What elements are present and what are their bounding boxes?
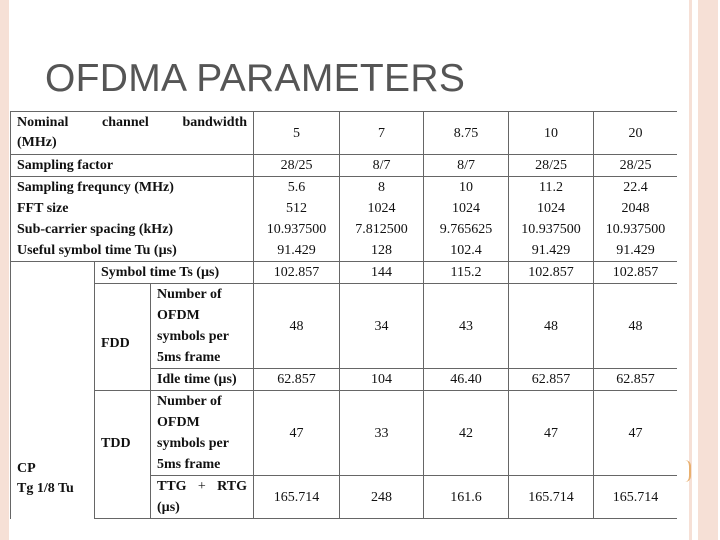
row-label: Sub-carrier spacing (kHz)	[17, 222, 174, 237]
cell-value: 28/25	[594, 155, 677, 177]
bandwidth-label-word: channel	[102, 115, 149, 130]
label-line: symbols per	[157, 329, 229, 344]
tdd-label: TDD	[95, 391, 151, 519]
symbol-time-label: Symbol time Ts (µs)	[95, 262, 254, 284]
label-line: 5ms frame	[157, 350, 221, 365]
cell-value: 62.857	[594, 369, 677, 391]
cell-value: 91.429	[616, 243, 655, 258]
symbol-time-row	[11, 262, 678, 284]
bandwidth-value: 10	[509, 112, 594, 155]
label-line: symbols per	[157, 436, 229, 451]
cell-value: 48	[254, 284, 340, 369]
label-line: OFDM	[157, 308, 200, 323]
cell-value: 34	[340, 284, 424, 369]
derived-parameters-row	[11, 177, 678, 262]
label-line: Number of	[157, 287, 222, 302]
bandwidth-value: 7	[340, 112, 424, 155]
row-label: FFT size	[17, 201, 69, 216]
cell-value: 48	[594, 284, 677, 369]
ttg-label-unit: (µs)	[157, 500, 180, 515]
bandwidth-label-word: bandwidth	[182, 115, 248, 130]
slide-border-right	[698, 0, 718, 540]
cell-value: 102.857	[594, 262, 677, 284]
values-column	[424, 177, 509, 262]
cell-value: 7.812500	[355, 222, 408, 237]
cell-value: 43	[424, 284, 509, 369]
ofdma-parameters-table	[10, 111, 677, 519]
row-label: Sampling factor	[11, 155, 254, 177]
cell-value: 47	[254, 391, 340, 476]
cell-value: 28/25	[509, 155, 594, 177]
cell-value: 512	[286, 201, 308, 216]
label-line: OFDM	[157, 415, 200, 430]
cell-value: 10	[459, 180, 474, 195]
tdd-symbols-label	[151, 391, 254, 476]
row-labels-block	[11, 177, 254, 262]
cell-value: 47	[594, 391, 677, 476]
cell-value: 62.857	[509, 369, 594, 391]
cell-value: 91.429	[277, 243, 316, 258]
cell-value: 8	[378, 180, 386, 195]
slide-border-right-thin	[689, 0, 692, 540]
cell-value: 62.857	[254, 369, 340, 391]
cell-value: 161.6	[424, 476, 509, 519]
slide-decoration	[683, 460, 691, 482]
cell-value: 46.40	[424, 369, 509, 391]
cell-value: 128	[371, 243, 393, 258]
cell-value: 10.937500	[605, 222, 666, 237]
values-column	[594, 177, 677, 262]
cell-value: 22.4	[623, 180, 648, 195]
cp-cell	[11, 262, 95, 519]
cell-value: 165.714	[594, 476, 677, 519]
label-line: 5ms frame	[157, 457, 221, 472]
cell-value: 48	[509, 284, 594, 369]
cell-value: 42	[424, 391, 509, 476]
cell-value: 8/7	[424, 155, 509, 177]
cell-value: 10.937500	[521, 222, 581, 237]
idle-time-label: Idle time (µs)	[151, 369, 254, 391]
cp-label: CP	[17, 460, 36, 476]
row-label: Sampling frequncy (MHz)	[17, 180, 174, 195]
values-column	[509, 177, 594, 262]
sampling-factor-row	[11, 155, 678, 177]
cell-value: 104	[340, 369, 424, 391]
values-column	[340, 177, 424, 262]
cell-value: 28/25	[254, 155, 340, 177]
cell-value: 165.714	[509, 476, 594, 519]
ttg-label-word: RTG	[217, 479, 248, 494]
bandwidth-value: 8.75	[424, 112, 509, 155]
cp-formula: Tg 1/8 Tu	[17, 480, 74, 496]
cell-value: 248	[340, 476, 424, 519]
tdd-symbols-row	[11, 391, 678, 476]
fdd-label: FDD	[95, 284, 151, 391]
bandwidth-row	[11, 112, 678, 155]
fdd-symbols-label	[151, 284, 254, 369]
slide-title: OFDMA PARAMETERS	[45, 57, 466, 100]
parameters-table-wrapper	[10, 111, 677, 523]
cell-value: 91.429	[531, 243, 571, 258]
slide-border-left	[0, 0, 9, 540]
cell-value: 102.857	[509, 262, 594, 284]
bandwidth-header	[11, 112, 254, 155]
cell-value: 1024	[452, 201, 481, 216]
cell-value: 33	[340, 391, 424, 476]
fdd-symbols-row	[11, 284, 678, 369]
bandwidth-label-word: Nominal	[17, 115, 69, 130]
cell-value: 2048	[621, 201, 650, 216]
bandwidth-label-unit: (MHz)	[17, 135, 57, 150]
ttg-label-word: +	[197, 479, 206, 494]
cell-value: 1024	[367, 201, 396, 216]
cell-value: 102.4	[450, 243, 482, 258]
cell-value: 1024	[537, 201, 566, 216]
cell-value: 144	[340, 262, 424, 284]
values-column	[254, 177, 340, 262]
row-label: Useful symbol time Tu (µs)	[17, 243, 177, 258]
ttg-rtg-label	[151, 476, 254, 519]
label-line: Number of	[157, 394, 222, 409]
bandwidth-value: 20	[594, 112, 677, 155]
ttg-label-word: TTG	[157, 479, 187, 494]
cell-value: 10.937500	[266, 222, 327, 237]
cell-value: 102.857	[254, 262, 340, 284]
cell-value: 11.2	[539, 180, 564, 195]
cell-value: 165.714	[254, 476, 340, 519]
cell-value: 9.765625	[439, 222, 493, 237]
cell-value: 47	[509, 391, 594, 476]
cell-value: 8/7	[340, 155, 424, 177]
cell-value: 5.6	[287, 180, 306, 195]
cell-value: 115.2	[424, 262, 509, 284]
bandwidth-value: 5	[254, 112, 340, 155]
